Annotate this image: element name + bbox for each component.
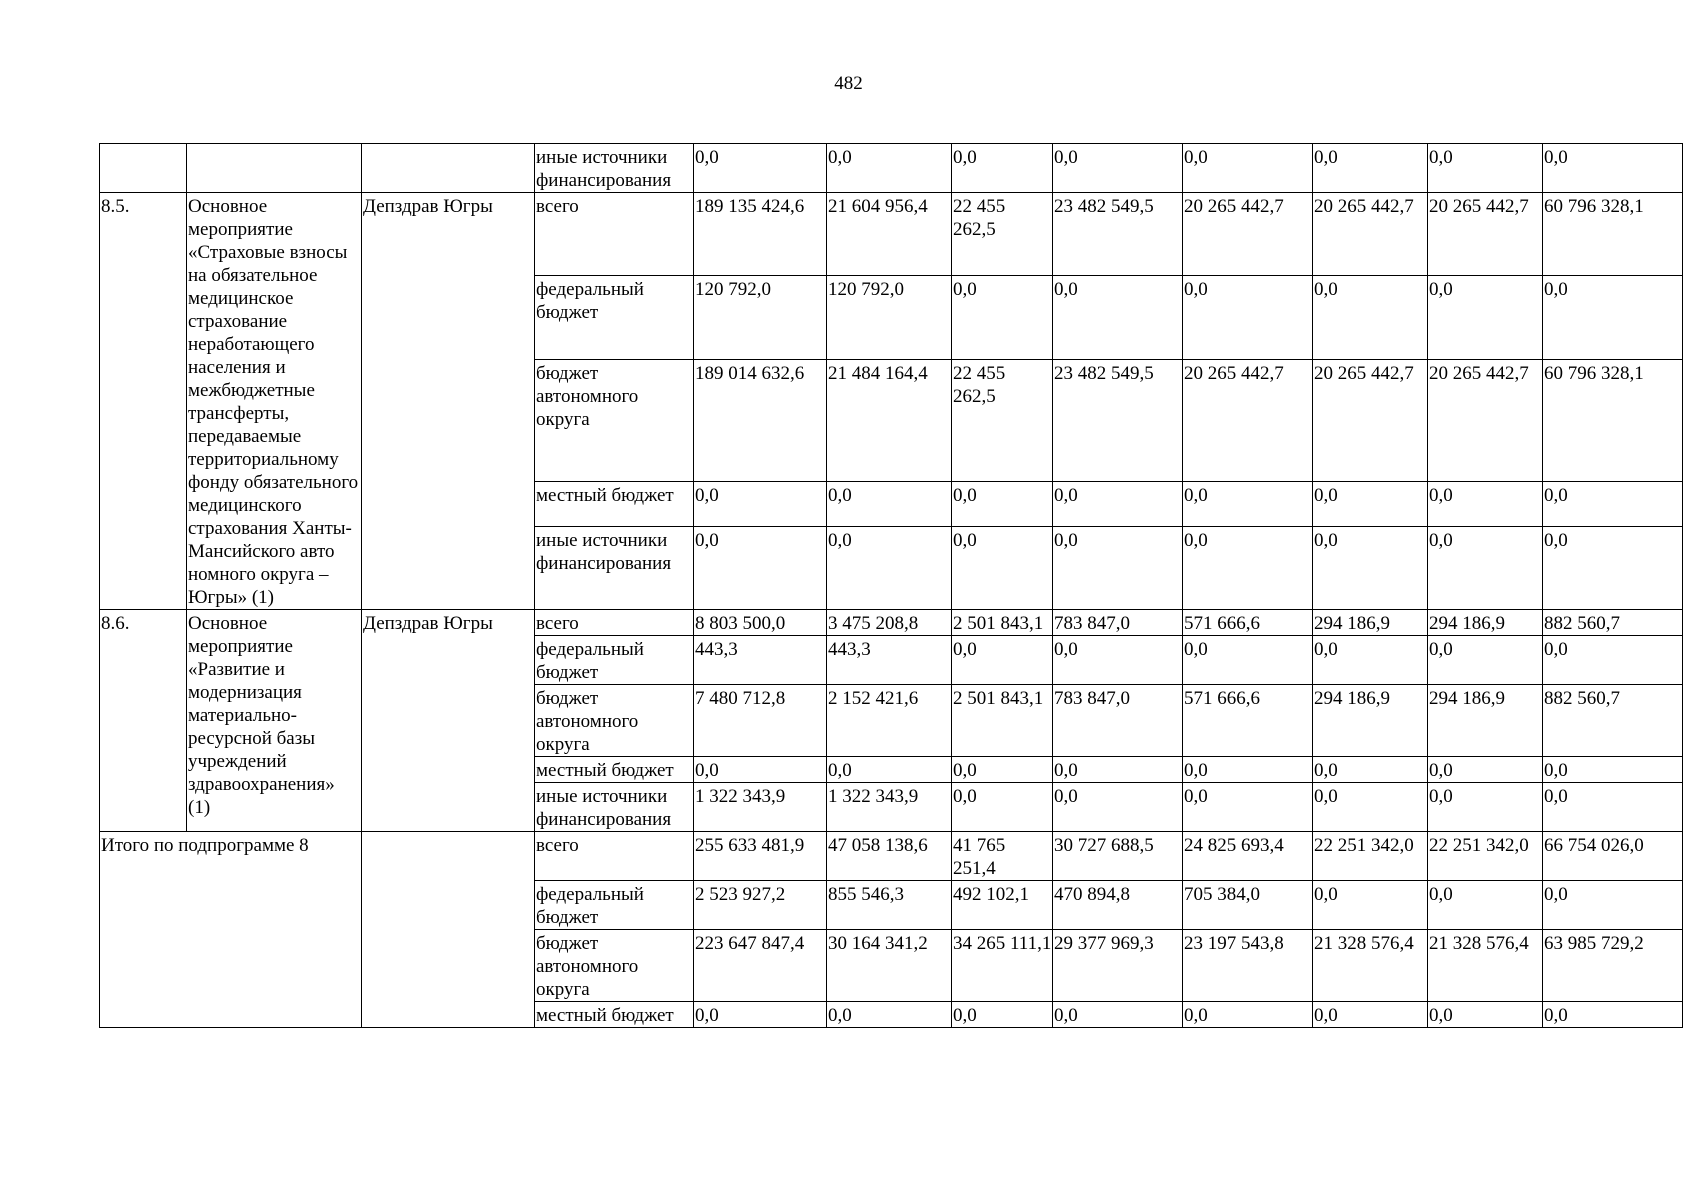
value-cell: 0,0 [1313, 482, 1428, 526]
value-cell: 0,0 [1183, 1002, 1313, 1028]
value-cell: 0,0 [1543, 881, 1683, 930]
value-cell: 20 265 442,7 [1428, 193, 1543, 276]
number-cell [100, 144, 187, 193]
executor: Депздрав Югры [362, 610, 535, 832]
value-cell: 0,0 [1543, 1002, 1683, 1028]
table-body [100, 144, 1683, 1028]
source-cell: иные источники финансирования [535, 144, 694, 193]
value-cell: 783 847,0 [1053, 685, 1183, 757]
value-cell: 21 328 576,4 [1313, 930, 1428, 1002]
value-cell: 882 560,7 [1543, 685, 1683, 757]
source-cell: всего [535, 610, 694, 636]
value-cell: 20 265 442,7 [1313, 193, 1428, 276]
executor-cell [362, 144, 535, 193]
value-cell: 492 102,1 [952, 881, 1053, 930]
value-cell: 0,0 [1543, 144, 1683, 193]
value-cell: 0,0 [1543, 757, 1683, 783]
value-cell: 0,0 [1313, 757, 1428, 783]
value-cell: 2 501 843,1 [952, 685, 1053, 757]
value-cell: 2 152 421,6 [827, 685, 952, 757]
value-cell: 0,0 [1183, 636, 1313, 685]
value-cell: 22 251 342,0 [1428, 832, 1543, 881]
value-cell: 0,0 [1543, 526, 1683, 609]
value-cell: 294 186,9 [1428, 685, 1543, 757]
value-cell: 0,0 [1428, 144, 1543, 193]
value-cell: 0,0 [1543, 783, 1683, 832]
value-cell: 0,0 [1053, 636, 1183, 685]
value-cell: 783 847,0 [1053, 610, 1183, 636]
value-cell: 0,0 [952, 144, 1053, 193]
value-cell: 7 480 712,8 [694, 685, 827, 757]
row-number: 8.6. [100, 610, 187, 832]
value-cell: 0,0 [952, 636, 1053, 685]
value-cell: 0,0 [827, 757, 952, 783]
source-cell: местный бюджет [535, 482, 694, 526]
source-cell: федеральный бюджет [535, 881, 694, 930]
value-cell: 0,0 [1313, 276, 1428, 359]
value-cell: 0,0 [952, 783, 1053, 832]
value-cell: 0,0 [1053, 144, 1183, 193]
value-cell: 20 265 442,7 [1313, 359, 1428, 482]
value-cell: 0,0 [694, 144, 827, 193]
value-cell: 0,0 [1183, 757, 1313, 783]
value-cell: 0,0 [1053, 526, 1183, 609]
table-row [100, 144, 1683, 193]
value-cell: 66 754 026,0 [1543, 832, 1683, 881]
value-cell: 21 484 164,4 [827, 359, 952, 482]
value-cell: 189 014 632,6 [694, 359, 827, 482]
value-cell: 0,0 [1183, 144, 1313, 193]
value-cell: 22 251 342,0 [1313, 832, 1428, 881]
value-cell: 255 633 481,9 [694, 832, 827, 881]
value-cell: 0,0 [694, 526, 827, 609]
value-cell: 0,0 [827, 144, 952, 193]
budget-table [99, 143, 1683, 1028]
total-executor-cell [362, 832, 535, 1028]
value-cell: 34 265 111,1 [952, 930, 1053, 1002]
value-cell: 571 666,6 [1183, 685, 1313, 757]
value-cell: 8 803 500,0 [694, 610, 827, 636]
value-cell: 0,0 [1183, 482, 1313, 526]
value-cell: 2 501 843,1 [952, 610, 1053, 636]
value-cell: 2 523 927,2 [694, 881, 827, 930]
source-cell: бюджет автономного округа [535, 359, 694, 482]
value-cell: 60 796 328,1 [1543, 359, 1683, 482]
value-cell: 0,0 [952, 276, 1053, 359]
value-cell: 20 265 442,7 [1183, 193, 1313, 276]
value-cell: 0,0 [1313, 526, 1428, 609]
value-cell: 294 186,9 [1428, 610, 1543, 636]
value-cell: 855 546,3 [827, 881, 952, 930]
name-cell [187, 144, 362, 193]
value-cell: 882 560,7 [1543, 610, 1683, 636]
value-cell: 470 894,8 [1053, 881, 1183, 930]
value-cell: 0,0 [1313, 1002, 1428, 1028]
value-cell: 0,0 [1053, 276, 1183, 359]
value-cell: 0,0 [1543, 636, 1683, 685]
source-cell: всего [535, 832, 694, 881]
value-cell: 294 186,9 [1313, 610, 1428, 636]
value-cell: 0,0 [1053, 482, 1183, 526]
value-cell: 0,0 [952, 757, 1053, 783]
value-cell: 29 377 969,3 [1053, 930, 1183, 1002]
value-cell: 705 384,0 [1183, 881, 1313, 930]
value-cell: 0,0 [827, 526, 952, 609]
value-cell: 47 058 138,6 [827, 832, 952, 881]
value-cell: 30 727 688,5 [1053, 832, 1183, 881]
value-cell: 63 985 729,2 [1543, 930, 1683, 1002]
value-cell: 0,0 [1428, 636, 1543, 685]
source-cell: федеральный бюджет [535, 276, 694, 359]
value-cell: 294 186,9 [1313, 685, 1428, 757]
source-cell: федеральный бюджет [535, 636, 694, 685]
source-cell: всего [535, 193, 694, 276]
value-cell: 0,0 [1183, 276, 1313, 359]
value-cell: 0,0 [1313, 144, 1428, 193]
value-cell: 1 322 343,9 [827, 783, 952, 832]
value-cell: 0,0 [827, 482, 952, 526]
value-cell: 443,3 [694, 636, 827, 685]
row-number: 8.5. [100, 193, 187, 610]
value-cell: 443,3 [827, 636, 952, 685]
value-cell: 0,0 [1183, 783, 1313, 832]
source-cell: иные источники финансирования [535, 526, 694, 609]
activity-name: Основное мероприятие «Страховые взносы на обязательное медицинское страхование неработающего населения и межбюджетные трансферты, передаваемые территориальному фонду обязательного медицинского страхования Ханты-Мансийского авто номного округа – Югры» (1) [187, 193, 362, 610]
value-cell: 23 482 549,5 [1053, 193, 1183, 276]
page-number: 482 [834, 73, 863, 94]
value-cell: 0,0 [1543, 482, 1683, 526]
total-row [100, 832, 1683, 881]
value-cell: 22 455 262,5 [952, 193, 1053, 276]
value-cell: 571 666,6 [1183, 610, 1313, 636]
value-cell: 0,0 [694, 1002, 827, 1028]
value-cell: 0,0 [1428, 482, 1543, 526]
table-row [100, 193, 1683, 276]
source-cell: бюджет автономного округа [535, 930, 694, 1002]
value-cell: 3 475 208,8 [827, 610, 952, 636]
value-cell: 22 455 262,5 [952, 359, 1053, 482]
value-cell: 0,0 [1428, 526, 1543, 609]
value-cell: 0,0 [1313, 881, 1428, 930]
value-cell: 0,0 [694, 757, 827, 783]
value-cell: 21 604 956,4 [827, 193, 952, 276]
value-cell: 0,0 [1428, 783, 1543, 832]
value-cell: 24 825 693,4 [1183, 832, 1313, 881]
value-cell: 23 197 543,8 [1183, 930, 1313, 1002]
value-cell: 0,0 [1053, 1002, 1183, 1028]
source-cell: бюджет автономного округа [535, 685, 694, 757]
value-cell: 0,0 [1543, 276, 1683, 359]
value-cell: 0,0 [1428, 757, 1543, 783]
total-label: Итого по подпрограмме 8 [100, 832, 362, 1028]
source-cell: местный бюджет [535, 757, 694, 783]
value-cell: 0,0 [1313, 636, 1428, 685]
value-cell: 0,0 [1428, 276, 1543, 359]
value-cell: 189 135 424,6 [694, 193, 827, 276]
value-cell: 0,0 [827, 1002, 952, 1028]
value-cell: 0,0 [952, 1002, 1053, 1028]
value-cell: 0,0 [952, 526, 1053, 609]
value-cell: 0,0 [1428, 1002, 1543, 1028]
value-cell: 23 482 549,5 [1053, 359, 1183, 482]
value-cell: 0,0 [1313, 783, 1428, 832]
value-cell: 20 265 442,7 [1183, 359, 1313, 482]
source-cell: местный бюджет [535, 1002, 694, 1028]
value-cell: 0,0 [1053, 783, 1183, 832]
activity-name: Основное мероприятие «Развитие и модернизация материально-ресурсной базы учреждений здравоохранения» (1) [187, 610, 362, 832]
value-cell: 0,0 [1428, 881, 1543, 930]
value-cell: 0,0 [694, 482, 827, 526]
value-cell: 1 322 343,9 [694, 783, 827, 832]
executor: Депздрав Югры [362, 193, 535, 610]
value-cell: 0,0 [1053, 757, 1183, 783]
value-cell: 120 792,0 [827, 276, 952, 359]
value-cell: 41 765 251,4 [952, 832, 1053, 881]
value-cell: 120 792,0 [694, 276, 827, 359]
value-cell: 0,0 [952, 482, 1053, 526]
value-cell: 21 328 576,4 [1428, 930, 1543, 1002]
value-cell: 60 796 328,1 [1543, 193, 1683, 276]
value-cell: 20 265 442,7 [1428, 359, 1543, 482]
source-cell: иные источники финансирования [535, 783, 694, 832]
value-cell: 223 647 847,4 [694, 930, 827, 1002]
value-cell: 0,0 [1183, 526, 1313, 609]
table-row [100, 610, 1683, 636]
value-cell: 30 164 341,2 [827, 930, 952, 1002]
